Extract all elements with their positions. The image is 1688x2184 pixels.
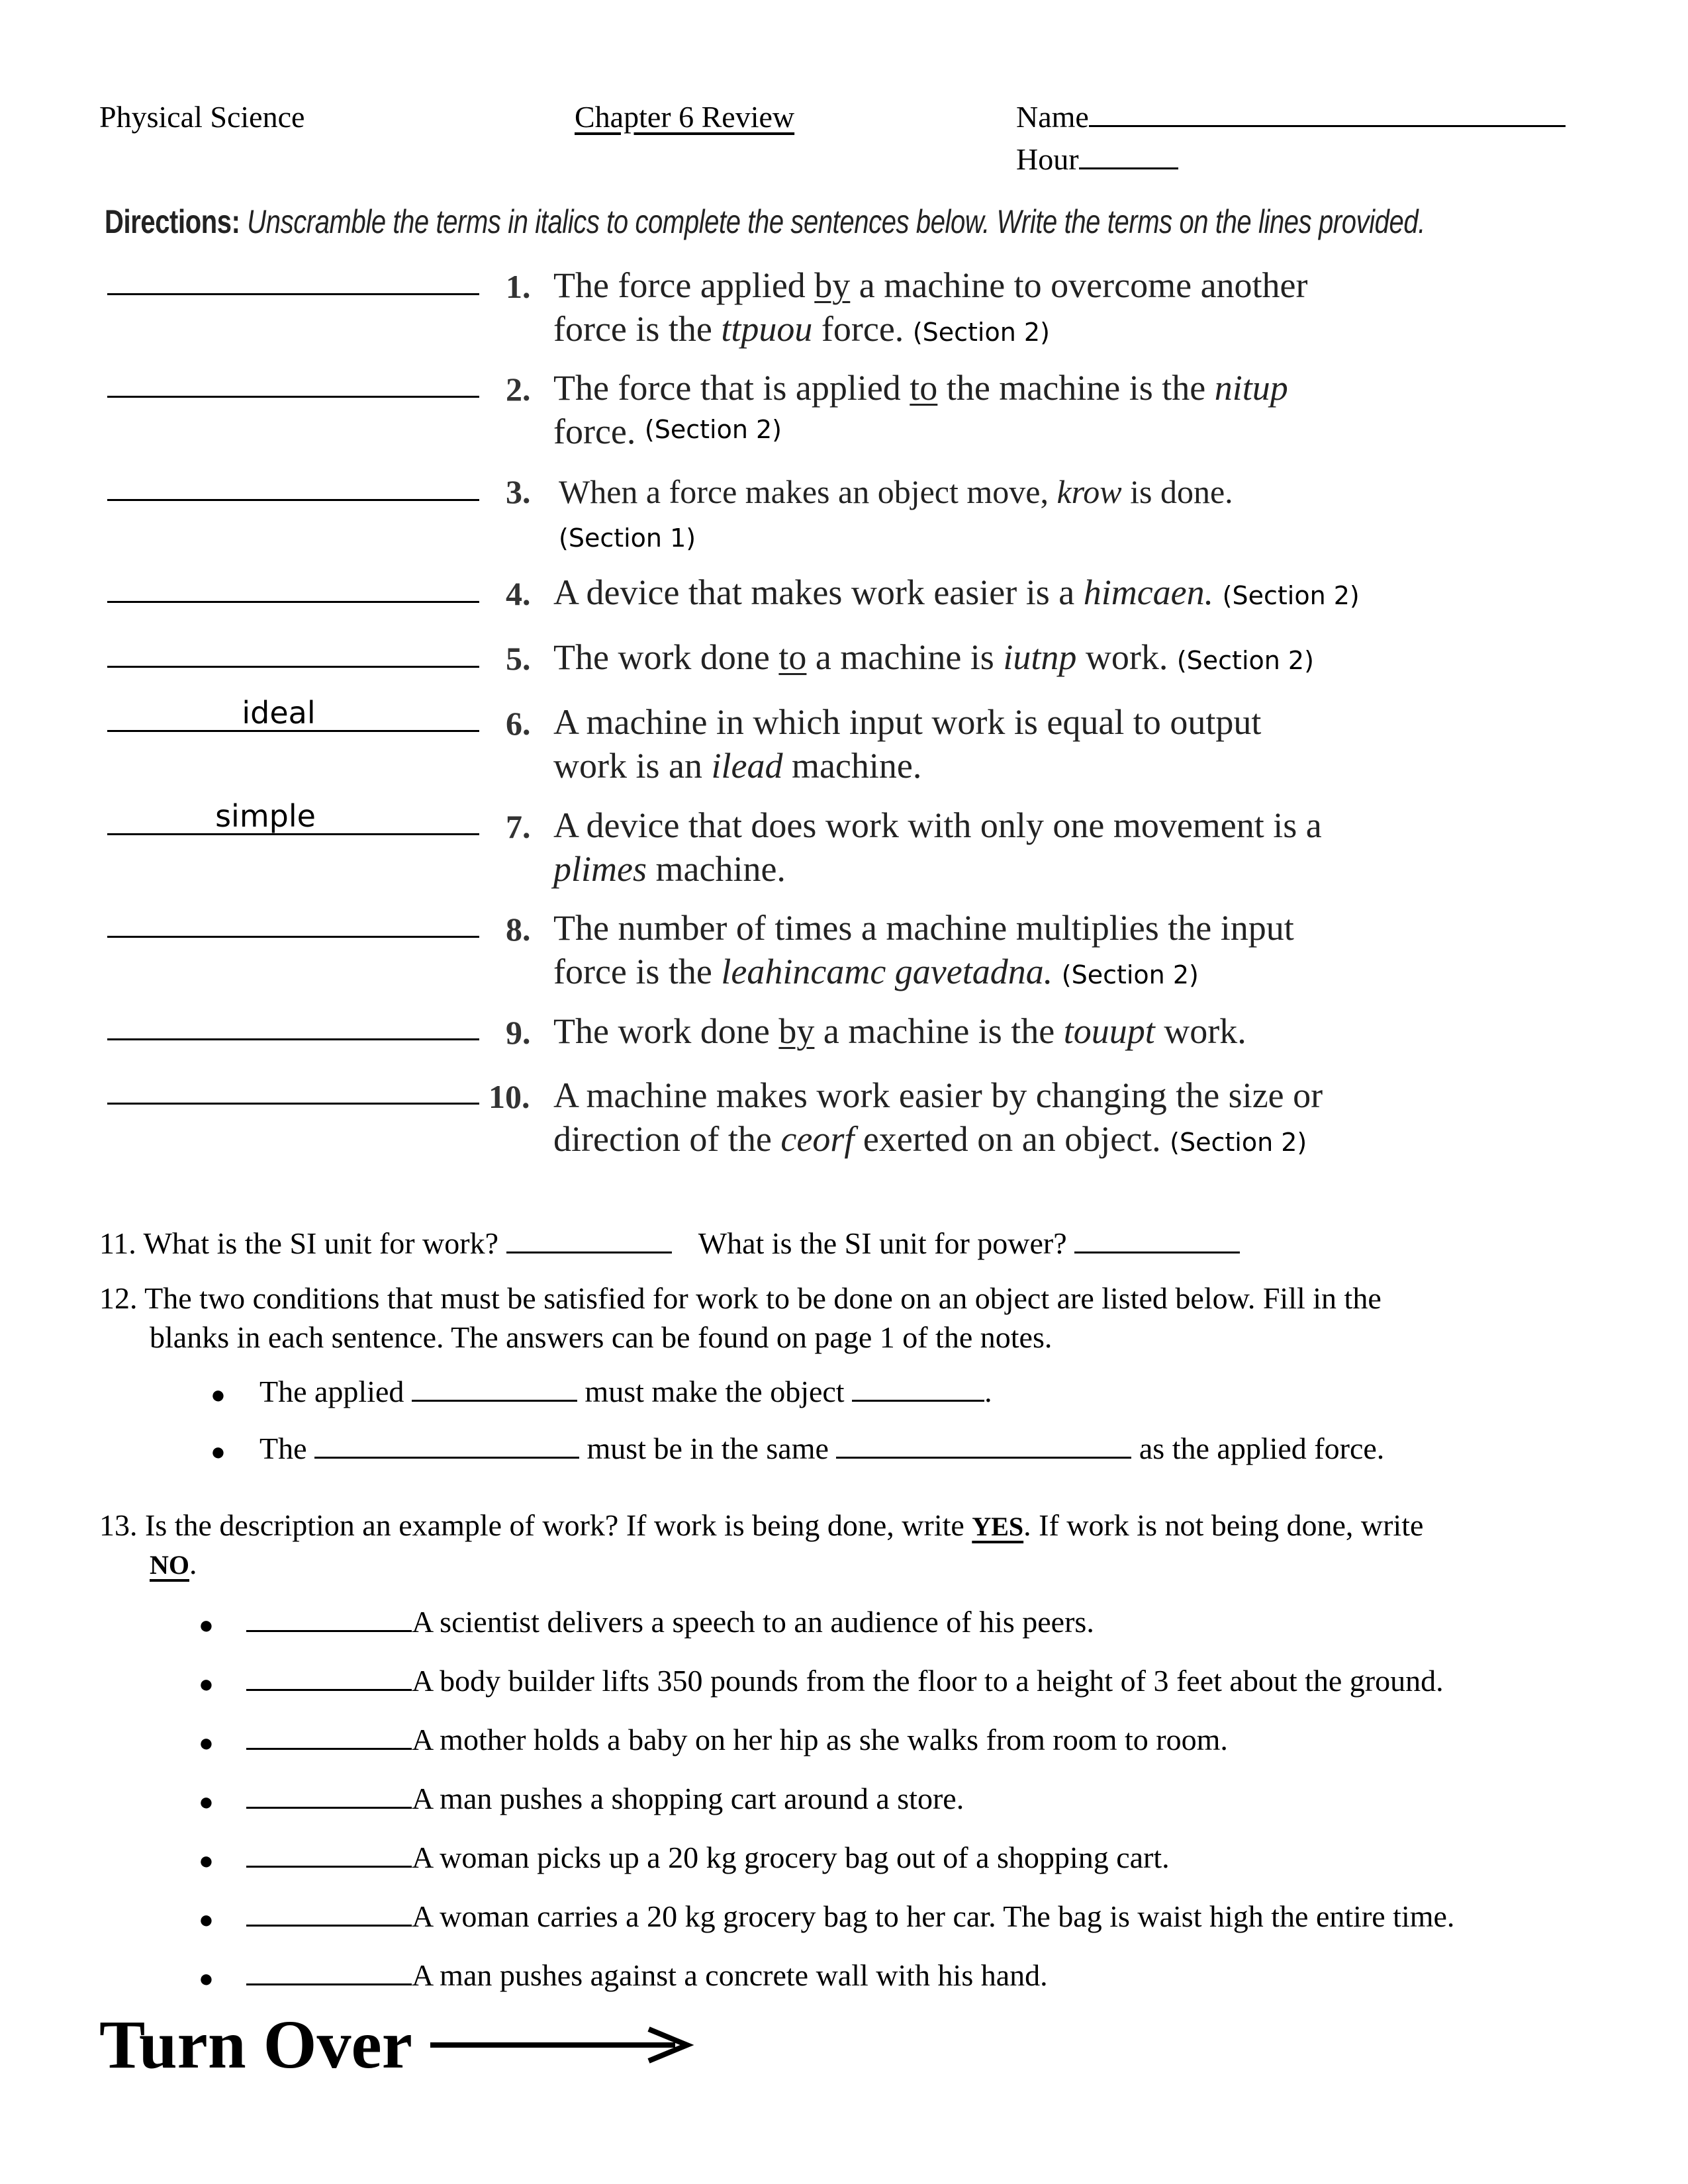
question-text: The number of times a machine multiplies the input force is the leahincamc gavetadna. (Section 2) [553,908,1294,991]
question-12-line-1: 12. The two conditions that must be satisfied for work to be done on an object are listed below. Fill in the [99,1281,1382,1315]
question-number: 3. [506,473,531,510]
yes-keyword: YES [972,1512,1024,1541]
q13-item-6: A woman carries a 20 kg grocery bag to her car. The bag is waist high the entire time. [246,1899,1454,1934]
question-12-line-2: blanks in each sentence. The answers can be found on page 1 of the notes. [150,1320,1053,1354]
hour-label: Hour [1016,142,1079,176]
q11-work-text: 11. What is the SI unit for work? [99,1226,506,1260]
question-text: The force applied by a machine to overcome another force is the ttpuou force. (Section 2) [553,265,1308,349]
q12-condition-2: The must be in the same as the applied force. [259,1432,1385,1465]
question-text: A machine makes work easier by changing the size or direction of the ceorf exerted on an object. (Section 2) [553,1075,1323,1159]
yes-no-blank[interactable] [246,1925,412,1927]
question-number: 10. [489,1078,530,1115]
q13-item-2: A body builder lifts 350 pounds from the floor to a height of 3 feet about the ground. [246,1663,1444,1698]
question-text: The work done by a machine is the touupt work. [553,1011,1246,1051]
answer-line-3[interactable] [107,499,479,501]
bullet-icon: ● [211,1381,226,1409]
answer-line-8[interactable] [107,936,479,938]
yes-no-blank[interactable] [246,1630,412,1632]
bullet-icon: ● [199,1670,214,1698]
hour-blank[interactable] [1079,167,1178,169]
handwritten-answer-6: ideal [242,695,316,731]
name-field[interactable] [1016,99,1566,134]
directions-label: Directions: [105,203,240,240]
answer-line-10[interactable] [107,1103,479,1105]
question-number: 7. [506,808,531,845]
bullet-icon: ● [199,1906,214,1934]
question-11 [99,1226,1240,1261]
si-work-blank[interactable] [506,1251,672,1253]
handwritten-answer-7: simple [215,798,316,834]
yes-no-blank[interactable] [246,1983,412,1985]
question-number: 5. [506,640,531,677]
question-number: 1. [506,268,531,305]
q12-blank-force[interactable] [412,1400,577,1402]
bullet-icon: ● [199,1612,214,1639]
section-ref: (Section 2) [644,415,782,444]
question-text: A device that does work with only one movement is a plimes machine. [553,805,1322,889]
q12-blank-direction[interactable] [836,1457,1131,1459]
hour-field[interactable] [1016,142,1178,177]
section-ref: (Section 2) [1176,646,1314,675]
question-13-line-1: 13. Is the description an example of work? If work is being done, write YES. If work is not being done, write [99,1508,1424,1542]
q13-item-4: A man pushes a shopping cart around a store. [246,1781,964,1816]
yes-no-blank[interactable] [246,1866,412,1868]
q12-blank-motion[interactable] [314,1457,579,1459]
si-power-blank[interactable] [1074,1251,1240,1253]
q13-item-3: A mother holds a baby on her hip as she walks from room to room. [246,1722,1228,1757]
question-13-line-2: NO. [150,1547,197,1580]
question-text: A device that makes work easier is a himcaen. (Section 2) [553,572,1360,612]
no-keyword: NO [150,1550,189,1580]
answer-line-4[interactable] [107,601,479,603]
bullet-icon: ● [199,1847,214,1875]
directions [105,203,1425,241]
question-number: 8. [506,911,531,948]
turn-over-label: Turn Over [99,2007,412,2083]
answer-line-9[interactable] [107,1038,479,1040]
answer-line-1[interactable] [107,293,479,295]
q11-power-text: What is the SI unit for power? [698,1226,1075,1260]
q13-item-7: A man pushes against a concrete wall with his hand. [246,1958,1048,1993]
answer-line-5[interactable] [107,666,479,668]
section-ref: (Section 1) [559,523,696,553]
name-blank[interactable] [1089,125,1566,127]
section-ref: (Section 2) [912,318,1050,347]
q12-blank-move[interactable] [852,1400,984,1402]
question-number: 2. [506,371,531,408]
yes-no-blank[interactable] [246,1807,412,1809]
course-title: Physical Science [99,100,305,134]
bullet-icon: ● [199,1729,214,1757]
question-number: 6. [506,705,531,742]
question-text: When a force makes an object move, krow is done. (Section 1) [559,473,1233,553]
question-text: A machine in which input work is equal to output work is an ilead machine. [553,702,1262,786]
yes-no-blank[interactable] [246,1748,412,1750]
yes-no-blank[interactable] [246,1689,412,1691]
q12-condition-1: The applied must make the object . [259,1375,992,1408]
question-text: The work done to a machine is iutnp work. (Section 2) [553,637,1314,677]
q13-item-5: A woman picks up a 20 kg grocery bag out of a shopping cart. [246,1840,1170,1875]
question-text: The force that is applied to the machine is the nitup force. (Section 2) [553,368,1288,451]
bullet-icon: ● [211,1438,226,1466]
chapter-title: Chapter 6 Review [575,100,795,134]
bullet-icon: ● [199,1965,214,1993]
question-number: 4. [506,575,531,612]
q13-item-1: A scientist delivers a speech to an audience of his peers. [246,1604,1094,1639]
section-ref: (Section 2) [1170,1128,1307,1157]
directions-text: Unscramble the terms in italics to complete the sentences below. Write the terms on the lines provided. [247,203,1425,240]
question-number: 9. [506,1014,531,1051]
section-ref: (Section 2) [1061,960,1199,989]
bullet-icon: ● [199,1788,214,1816]
answer-line-2[interactable] [107,396,479,398]
name-label: Name [1016,100,1089,134]
right-arrow-icon [430,2025,695,2065]
section-ref: (Section 2) [1222,581,1360,610]
